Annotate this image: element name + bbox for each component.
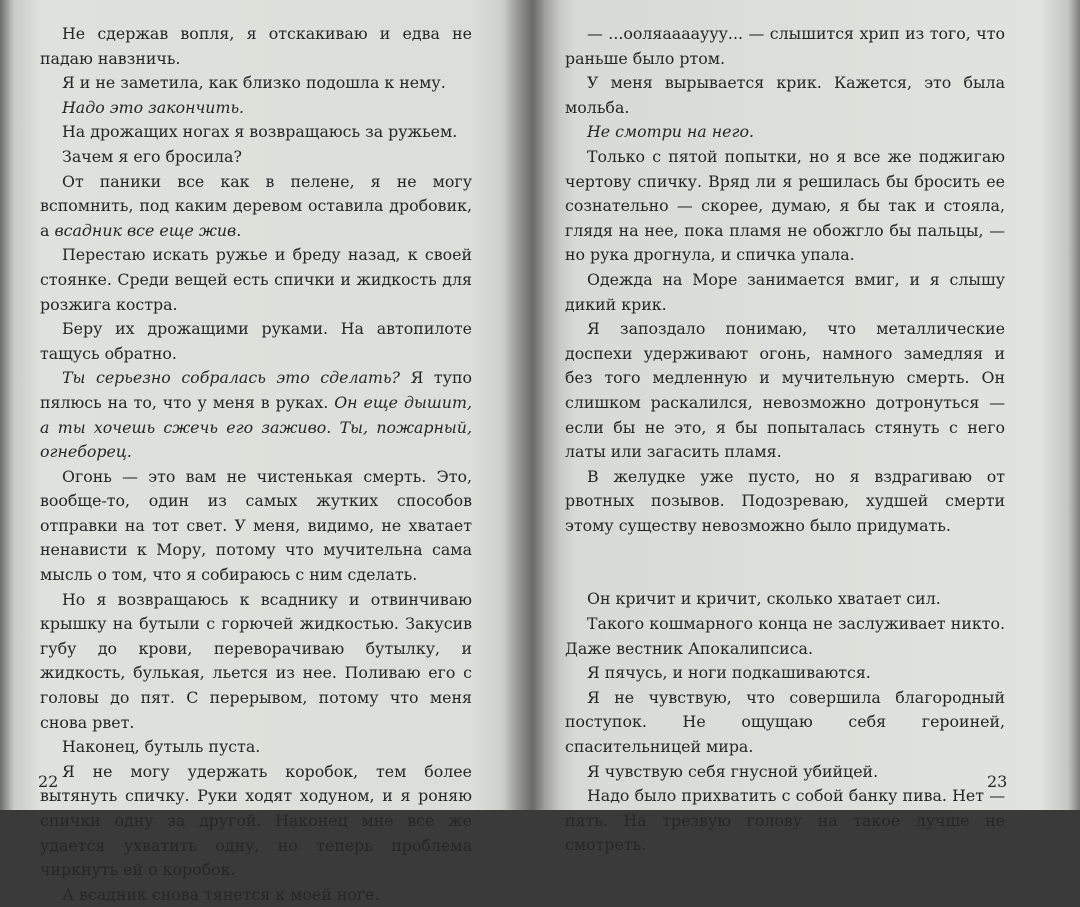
left-page xyxy=(0,0,515,904)
paragraph xyxy=(565,22,1005,71)
text-segment: Надо было прихватить с собой банку пива. Нет — пять. На трезвую голову на такое лучше не смотреть. xyxy=(565,786,1005,855)
text-segment: А всадник снова тянется к моей ноге. xyxy=(62,884,380,904)
italic-text: Он еще дышит, а ты хочешь сжечь его заживо. Ты, пожарный, огнеборец. xyxy=(40,392,472,462)
page-number-left: 22 xyxy=(38,772,59,791)
text-segment: Огонь — это вам не чистенькая смерть. Это, вообще-то, один из самых жутких способов отправки на тот свет. У меня, видимо, не хватает ненависти к Мору, потому что мучительна сама мысль о том, что я собираюсь с ним сделать. xyxy=(40,466,472,585)
text-segment: Я запоздало понимаю, что металлические доспехи удерживают огонь, намного замедляя и без того медленную и мучительную смерть. Он слишком раскалился, невозможно дотронуться — если бы не это, я бы попыталась стянуть с него латы или загасить пламя. xyxy=(565,319,1005,462)
paragraph xyxy=(40,71,472,96)
text-segment: Я и не заметила, как близко подошла к нему. xyxy=(62,73,446,93)
page-number-right: 23 xyxy=(987,772,1008,791)
italic-text: Ты серьезно собралась это сделать? xyxy=(62,368,401,388)
paragraph xyxy=(40,760,472,883)
paragraph xyxy=(40,588,472,736)
paragraph xyxy=(40,96,472,121)
section-break xyxy=(565,538,1005,587)
italic-text: всадник все еще жив xyxy=(54,220,237,240)
text-segment: Я пячусь, и ноги подкашиваются. xyxy=(587,663,871,683)
paragraph xyxy=(40,735,472,760)
paragraph xyxy=(565,145,1005,268)
text-segment: Я не чувствую, что совершила благородный поступок. Не ощущаю себя героиней, спасительницей мира. xyxy=(565,687,1005,757)
text-segment: Беру их дрожащими руками. На автопилоте тащусь обратно. xyxy=(40,319,472,363)
paragraph xyxy=(565,587,1005,612)
text-segment: От паники все как в пелене, я не могу вспомнить, под каким деревом оставила дробовик, а xyxy=(40,171,472,240)
text-segment: Я чувствую себя гнусной убийцей. xyxy=(587,761,879,781)
paragraph xyxy=(40,243,472,317)
paragraph xyxy=(40,366,472,464)
italic-text: Не смотри на него. xyxy=(587,122,755,142)
text-segment: Но я возвращаюсь к всаднику и отвинчиваю крышку на бутыли с горючей жидкостью. Закусив губу до крови, переворачиваю бутылку, и жидкость, булькая, льется из нее. Поливаю его с головы до пят. С перерывом, потому что меня снова рвет. xyxy=(40,589,472,732)
paragraph xyxy=(565,760,1005,785)
text-segment: Только с пятой попытки, но я все же поджигаю чертову спичку. Вряд ли я решилась бы бросить ее сознательно — скорее, думаю, я бы так и стояла, глядя на нее, пока пламя не обожгло бы пальцы, — но рука дрогнула, и спичка упала. xyxy=(565,146,1005,265)
paragraph xyxy=(40,145,472,170)
text-segment: На дрожащих ногах я возвращаюсь за ружьем. xyxy=(62,122,458,142)
paragraph xyxy=(565,120,1005,145)
italic-text: Надо это закончить. xyxy=(62,97,245,117)
text-segment: В желудке уже пусто, но я вздрагиваю от рвотных позывов. Подозреваю, худшей смерти этому существу невозможно было придумать. xyxy=(565,466,1005,535)
paragraph xyxy=(565,612,1005,661)
paragraph xyxy=(565,661,1005,686)
paragraph xyxy=(40,120,472,145)
paragraph xyxy=(40,465,472,588)
paragraph xyxy=(40,22,472,71)
text-segment: У меня вырывается крик. Кажется, это была мольба. xyxy=(565,73,1005,117)
right-page xyxy=(545,0,1080,855)
text-segment: Он кричит и кричит, сколько хватает сил. xyxy=(587,589,941,609)
paragraph xyxy=(565,784,1005,858)
text-segment: Наконец, бутыль пуста. xyxy=(62,737,261,757)
text-segment: Не сдержав вопля, я отскакиваю и едва не падаю навзничь. xyxy=(40,24,472,68)
paragraph xyxy=(40,883,472,907)
right-page-text xyxy=(565,22,1008,858)
text-segment: Я не могу удержать коробок, тем более вытянуть спичку. Руки ходят ходуном, и я роняю спички одну за другой. Наконец мне все же удается ухватить одну, но теперь проблема чиркнуть ей о коробок. xyxy=(40,761,472,880)
paragraph xyxy=(565,268,1005,317)
paragraph xyxy=(40,317,472,366)
paragraph xyxy=(565,71,1005,120)
paragraph xyxy=(40,170,472,244)
left-page-text xyxy=(40,22,472,907)
text-segment: Одежда на Море занимается вмиг, и я слышу дикий крик. xyxy=(565,269,1005,314)
text-segment: Зачем я его бросила? xyxy=(62,146,242,166)
paragraph xyxy=(565,686,1005,760)
text-segment: Перестаю искать ружье и бреду назад, к своей стоянке. Среди вещей есть спички и жидкость для розжига костра. xyxy=(40,245,472,314)
text-segment: Я тупо пялюсь на то, что у меня в руках. xyxy=(40,368,472,412)
paragraph xyxy=(565,465,1005,539)
text-segment: . xyxy=(236,220,242,240)
text-segment: Такого кошмарного конца не заслуживает никто. Даже вестник Апокалипсиса. xyxy=(565,614,1005,658)
paragraph xyxy=(565,317,1005,465)
text-segment: — ...ооляааааууу... — слышится хрип из того, что раньше было ртом. xyxy=(565,24,1005,68)
